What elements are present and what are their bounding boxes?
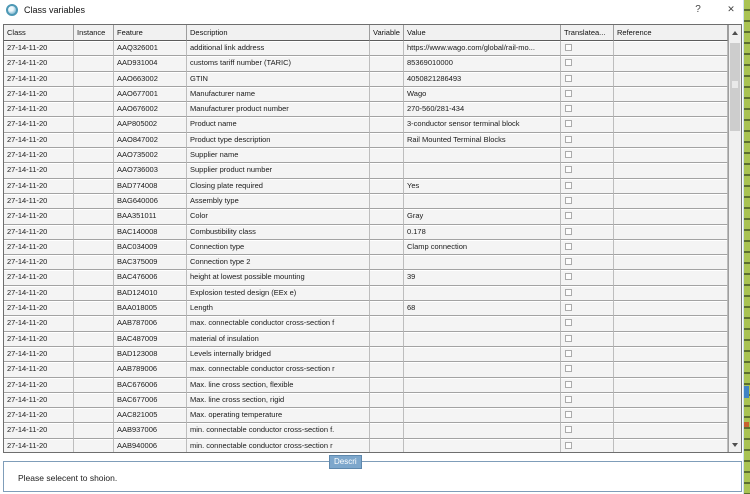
cell-value [404,148,561,163]
table-row[interactable] [4,286,728,301]
cell-description: Max. line cross section, flexible [187,378,370,393]
cell-translated [561,41,614,56]
cell-value [404,332,561,347]
cell-value [404,347,561,362]
table-row[interactable] [4,87,728,102]
table-row[interactable] [4,332,728,347]
cell-reference [614,179,728,194]
cell-value [404,378,561,393]
cell-class: 27-14-11-20 [4,194,74,209]
translated-checkbox[interactable] [565,75,572,82]
cell-class: 27-14-11-20 [4,301,74,316]
cell-variable [370,240,404,255]
cell-reference [614,378,728,393]
cell-feature: AAD931004 [114,56,187,71]
cell-instance [74,117,114,132]
cell-reference [614,286,728,301]
cell-value: Gray [404,209,561,224]
translated-checkbox[interactable] [565,396,572,403]
translated-checkbox[interactable] [565,335,572,342]
cell-reference [614,194,728,209]
cell-translated [561,102,614,117]
translated-checkbox[interactable] [565,197,572,204]
cell-class: 27-14-11-20 [4,179,74,194]
cell-class: 27-14-11-20 [4,393,74,408]
cell-instance [74,41,114,56]
cell-class: 27-14-11-20 [4,347,74,362]
cell-description: Levels internally bridged [187,347,370,362]
cell-instance [74,255,114,270]
cell-reference [614,362,728,377]
cell-value: 85369010000 [404,56,561,71]
cell-class: 27-14-11-20 [4,378,74,393]
class-variables-table [3,24,742,453]
cell-class: 27-14-11-20 [4,117,74,132]
cell-instance [74,240,114,255]
tab-description[interactable]: Descri [329,455,362,469]
desktop-artifact-orange [744,422,749,427]
cell-variable [370,316,404,331]
table-row[interactable] [4,194,728,209]
table-row[interactable] [4,408,728,423]
cell-instance [74,209,114,224]
cell-translated [561,194,614,209]
cell-variable [370,286,404,301]
table-row[interactable] [4,133,728,148]
cell-description: Explosion tested design (EEx e) [187,286,370,301]
table-row[interactable] [4,301,728,316]
cell-instance [74,393,114,408]
cell-value: https://www.wago.com/global/rail-mo... [404,41,561,56]
cell-class: 27-14-11-20 [4,332,74,347]
cell-instance [74,286,114,301]
desktop-background-strip [744,0,750,494]
cell-translated [561,393,614,408]
table-row[interactable] [4,439,728,452]
cell-variable [370,102,404,117]
column-header-reference[interactable]: Reference [614,25,728,41]
cell-feature: BAA351011 [114,209,187,224]
cell-class: 27-14-11-20 [4,316,74,331]
cell-translated [561,301,614,316]
translated-checkbox[interactable] [565,243,572,250]
cell-instance [74,301,114,316]
cell-feature: BAD123008 [114,347,187,362]
cell-reference [614,332,728,347]
cell-value [404,163,561,178]
translated-checkbox[interactable] [565,44,572,51]
scroll-down-button[interactable] [729,437,741,452]
cell-instance [74,423,114,438]
cell-description: Connection type [187,240,370,255]
cell-translated [561,56,614,71]
scroll-up-button[interactable] [729,25,741,40]
cell-description: Product type description [187,133,370,148]
cell-description: Manufacturer product number [187,102,370,117]
cell-reference [614,439,728,452]
cell-reference [614,301,728,316]
translated-checkbox[interactable] [565,381,572,388]
translated-checkbox[interactable] [565,212,572,219]
cell-value [404,439,561,452]
cell-translated [561,240,614,255]
cell-feature: AAQ326001 [114,41,187,56]
cell-value: 270-560/281-434 [404,102,561,117]
cell-translated [561,209,614,224]
cell-description: max. connectable conductor cross-section r [187,362,370,377]
table-row[interactable] [4,255,728,270]
cell-reference [614,270,728,285]
cell-class: 27-14-11-20 [4,423,74,438]
cell-translated [561,163,614,178]
cell-variable [370,270,404,285]
cell-instance [74,102,114,117]
cell-feature: BAC034009 [114,240,187,255]
table-row[interactable] [4,270,728,285]
cell-translated [561,347,614,362]
table-row[interactable] [4,393,728,408]
cell-reference [614,316,728,331]
table-row[interactable] [4,378,728,393]
translated-checkbox[interactable] [565,59,572,66]
cell-feature: AAO676002 [114,102,187,117]
cell-instance [74,72,114,87]
cell-variable [370,72,404,87]
cell-value [404,194,561,209]
table-row[interactable] [4,209,728,224]
cell-feature: BAC677006 [114,393,187,408]
cell-class: 27-14-11-20 [4,41,74,56]
cell-translated [561,117,614,132]
cell-instance [74,225,114,240]
cell-reference [614,72,728,87]
translated-checkbox[interactable] [565,426,572,433]
table-row[interactable] [4,41,728,56]
cell-feature: AAC821005 [114,408,187,423]
desktop-artifact-blue [744,386,749,398]
cell-instance [74,316,114,331]
table-row[interactable] [4,72,728,87]
cell-class: 27-14-11-20 [4,163,74,178]
translated-checkbox[interactable] [565,228,572,235]
column-header-value[interactable]: Value [404,25,561,41]
cell-instance [74,194,114,209]
cell-translated [561,286,614,301]
translated-checkbox[interactable] [565,365,572,372]
cell-reference [614,163,728,178]
cell-instance [74,270,114,285]
cell-feature: AAO735002 [114,148,187,163]
cell-variable [370,378,404,393]
cell-value: 68 [404,301,561,316]
scrollbar-thumb[interactable] [730,43,740,131]
cell-class: 27-14-11-20 [4,72,74,87]
cell-translated [561,72,614,87]
cell-variable [370,225,404,240]
cell-feature: AAP805002 [114,117,187,132]
cell-feature: AAB937006 [114,423,187,438]
cell-description: Max. line cross section, rigid [187,393,370,408]
cell-class: 27-14-11-20 [4,87,74,102]
cell-instance [74,87,114,102]
cell-feature: AAO677001 [114,87,187,102]
cell-feature: BAD774008 [114,179,187,194]
cell-feature: BAD124010 [114,286,187,301]
cell-reference [614,102,728,117]
column-header-translated[interactable]: Translatea... [561,25,614,41]
cell-class: 27-14-11-20 [4,133,74,148]
cell-reference [614,240,728,255]
cell-variable [370,133,404,148]
cell-class: 27-14-11-20 [4,102,74,117]
cell-value: 39 [404,270,561,285]
cell-translated [561,225,614,240]
cell-variable [370,163,404,178]
description-panel [3,457,742,492]
cell-feature: BAA018005 [114,301,187,316]
translated-checkbox[interactable] [565,258,572,265]
window-title: Class variables [24,5,86,15]
cell-feature: BAC140008 [114,225,187,240]
cell-variable [370,347,404,362]
cell-value [404,286,561,301]
cell-value: Rail Mounted Terminal Blocks [404,133,561,148]
table-row[interactable] [4,102,728,117]
translated-checkbox[interactable] [565,442,572,449]
cell-variable [370,255,404,270]
cell-reference [614,393,728,408]
table-row[interactable] [4,225,728,240]
cell-variable [370,362,404,377]
cell-translated [561,378,614,393]
cell-class: 27-14-11-20 [4,408,74,423]
cell-description: Closing plate required [187,179,370,194]
column-header-feature[interactable]: Feature [114,25,187,41]
close-button[interactable]: ✕ [727,4,735,14]
cell-value: 4050821286493 [404,72,561,87]
column-header-description[interactable]: Description [187,25,370,41]
cell-value: Clamp connection [404,240,561,255]
cell-value [404,393,561,408]
table-row[interactable] [4,179,728,194]
cell-translated [561,316,614,331]
cell-description: Combustibility class [187,225,370,240]
cell-value: Yes [404,179,561,194]
cell-feature: BAC375009 [114,255,187,270]
cell-description: customs tariff number (TARIC) [187,56,370,71]
cell-translated [561,179,614,194]
cell-description: max. connectable conductor cross-section f [187,316,370,331]
cell-translated [561,255,614,270]
cell-reference [614,255,728,270]
cell-class: 27-14-11-20 [4,148,74,163]
vertical-scrollbar[interactable] [728,25,741,452]
translated-checkbox[interactable] [565,273,572,280]
cell-variable [370,117,404,132]
cell-feature: AAB789006 [114,362,187,377]
cell-variable [370,439,404,452]
cell-variable [370,408,404,423]
table-row[interactable] [4,347,728,362]
cell-description: min. connectable conductor cross-section r [187,439,370,452]
cell-translated [561,423,614,438]
table-body [4,41,728,452]
translated-checkbox[interactable] [565,166,572,173]
cell-feature: BAC476006 [114,270,187,285]
column-header-class[interactable]: Class [4,25,74,41]
scroll-up-icon [732,31,738,35]
cell-variable [370,194,404,209]
cell-feature: BAC676006 [114,378,187,393]
cell-translated [561,408,614,423]
cell-variable [370,332,404,347]
cell-description: Max. operating temperature [187,408,370,423]
cell-value [404,423,561,438]
table-row[interactable] [4,163,728,178]
cell-feature: AAB940006 [114,439,187,452]
cell-instance [74,408,114,423]
cell-variable [370,423,404,438]
cell-value: 0.178 [404,225,561,240]
translated-checkbox[interactable] [565,182,572,189]
cell-reference [614,56,728,71]
cell-instance [74,56,114,71]
table-grid [4,25,728,452]
translated-checkbox[interactable] [565,120,572,127]
cell-translated [561,133,614,148]
cell-translated [561,148,614,163]
cell-reference [614,408,728,423]
table-row[interactable] [4,362,728,377]
column-header-variable[interactable]: Variable [370,25,404,41]
cell-reference [614,133,728,148]
cell-instance [74,133,114,148]
cell-variable [370,301,404,316]
cell-class: 27-14-11-20 [4,240,74,255]
cell-class: 27-14-11-20 [4,270,74,285]
cell-class: 27-14-11-20 [4,362,74,377]
table-row[interactable] [4,240,728,255]
cell-translated [561,362,614,377]
cell-translated [561,270,614,285]
cell-description: min. connectable conductor cross-section f. [187,423,370,438]
table-header [4,25,728,41]
cell-reference [614,225,728,240]
cell-translated [561,87,614,102]
cell-description: Supplier name [187,148,370,163]
status-text: Please selecent to shoion. [18,473,118,483]
cell-value [404,362,561,377]
cell-reference [614,148,728,163]
table-row[interactable] [4,117,728,132]
cell-reference [614,347,728,362]
cell-description: material of insulation [187,332,370,347]
cell-value: 3-conductor sensor terminal block [404,117,561,132]
help-button[interactable]: ? [695,4,701,15]
cell-translated [561,332,614,347]
cell-description: Connection type 2 [187,255,370,270]
cell-class: 27-14-11-20 [4,255,74,270]
translated-checkbox[interactable] [565,304,572,311]
cell-feature: AAB787006 [114,316,187,331]
cell-description: Manufacturer name [187,87,370,102]
cell-variable [370,148,404,163]
cell-instance [74,148,114,163]
cell-variable [370,179,404,194]
title-bar [0,0,743,20]
table-row[interactable] [4,148,728,163]
cell-class: 27-14-11-20 [4,225,74,240]
translated-checkbox[interactable] [565,151,572,158]
table-row[interactable] [4,316,728,331]
cell-class: 27-14-11-20 [4,56,74,71]
cell-class: 27-14-11-20 [4,439,74,452]
cell-description: Length [187,301,370,316]
cell-instance [74,163,114,178]
cell-description: height at lowest possible mounting [187,270,370,285]
cell-variable [370,393,404,408]
cell-instance [74,439,114,452]
cell-description: Supplier product number [187,163,370,178]
cell-reference [614,423,728,438]
cell-reference [614,117,728,132]
cell-feature: BAG640006 [114,194,187,209]
cell-description: Assembly type [187,194,370,209]
cell-reference [614,209,728,224]
cell-translated [561,439,614,452]
cell-class: 27-14-11-20 [4,209,74,224]
cell-instance [74,378,114,393]
cell-instance [74,362,114,377]
cell-description: GTIN [187,72,370,87]
table-row[interactable] [4,423,728,438]
cell-variable [370,209,404,224]
cell-reference [614,41,728,56]
scroll-down-icon [732,443,738,447]
cell-variable [370,41,404,56]
cell-instance [74,179,114,194]
cell-value [404,408,561,423]
cell-variable [370,87,404,102]
cell-feature: AAO736003 [114,163,187,178]
cell-value [404,255,561,270]
cell-instance [74,332,114,347]
cell-instance [74,347,114,362]
app-icon [6,4,18,16]
cell-value [404,316,561,331]
table-row[interactable] [4,56,728,71]
cell-value: Wago [404,87,561,102]
cell-feature: AAO847002 [114,133,187,148]
cell-reference [614,87,728,102]
column-header-instance[interactable]: Instance [74,25,114,41]
cell-feature: AAO663002 [114,72,187,87]
translated-checkbox[interactable] [565,319,572,326]
cell-feature: BAC487009 [114,332,187,347]
cell-class: 27-14-11-20 [4,286,74,301]
cell-description: additional link address [187,41,370,56]
translated-checkbox[interactable] [565,289,572,296]
translated-checkbox[interactable] [565,411,572,418]
translated-checkbox[interactable] [565,350,572,357]
cell-description: Color [187,209,370,224]
translated-checkbox[interactable] [565,105,572,112]
cell-variable [370,56,404,71]
translated-checkbox[interactable] [565,90,572,97]
cell-description: Product name [187,117,370,132]
translated-checkbox[interactable] [565,136,572,143]
